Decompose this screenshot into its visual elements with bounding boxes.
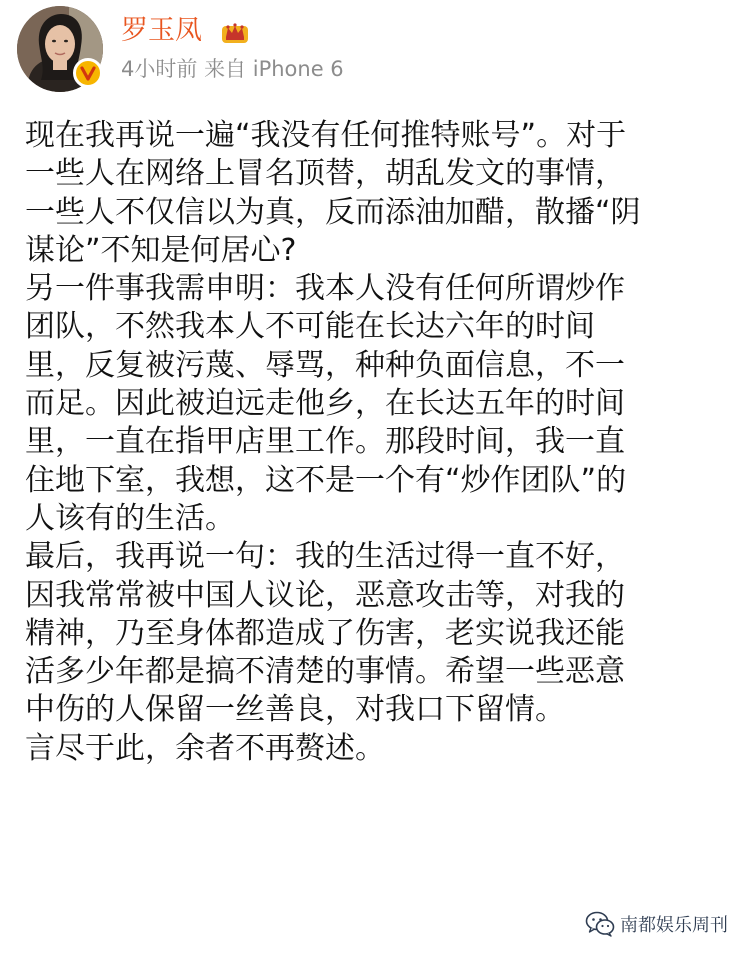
post-meta	[121, 55, 344, 83]
post-line: 另一件事我需申明：我本人没有任何所谓炒作	[25, 271, 625, 307]
author-name[interactable]: 罗玉凤	[121, 15, 202, 46]
post-time: 4小时前	[121, 57, 198, 81]
watermark-text: 南都娱乐周刊	[620, 915, 728, 936]
post-line: 而足。因此被迫远走他乡，在长达五年的时间	[25, 386, 625, 422]
post-header	[0, 0, 750, 110]
post-line: 人该有的生活。	[25, 500, 235, 536]
post-line: 住地下室，我想，这不是一个有“炒作团队”的	[25, 462, 627, 498]
post-line: 谋论”不知是何居心?	[25, 232, 297, 268]
post-body	[25, 117, 737, 768]
verified-v-icon	[73, 58, 103, 88]
post-line: 里，反复被污蔑、辱骂，种种负面信息，不一	[25, 347, 625, 383]
post-line: 言尽于此，余者不再赘述。	[25, 730, 385, 766]
post-line: 团队，不然我本人不可能在长达六年的时间	[25, 309, 595, 345]
post-line: 精神，乃至身体都造成了伤害，老实说我还能	[25, 615, 625, 651]
post-line: 因我常常被中国人议论，恶意攻击等，对我的	[25, 577, 625, 613]
post-line: 里，一直在指甲店里工作。那段时间，我一直	[25, 424, 625, 460]
post-line: 最后，我再说一句：我的生活过得一直不好，	[25, 539, 625, 575]
post-line: 中伤的人保留一丝善良，对我口下留情。	[25, 692, 565, 728]
crown-icon[interactable]	[220, 16, 250, 46]
post-source: 来自 iPhone 6	[204, 57, 344, 81]
post-line: 一些人在网络上冒名顶替，胡乱发文的事情，	[25, 156, 625, 192]
watermark	[585, 909, 728, 939]
wechat-icon	[585, 911, 615, 937]
post-line: 活多少年都是搞不清楚的事情。希望一些恶意	[25, 654, 625, 690]
post-line: 一些人不仅信以为真，反而添油加醋，散播“阴	[25, 194, 641, 230]
post-line: 现在我再说一遍“我没有任何推特账号”。对于	[25, 118, 627, 153]
